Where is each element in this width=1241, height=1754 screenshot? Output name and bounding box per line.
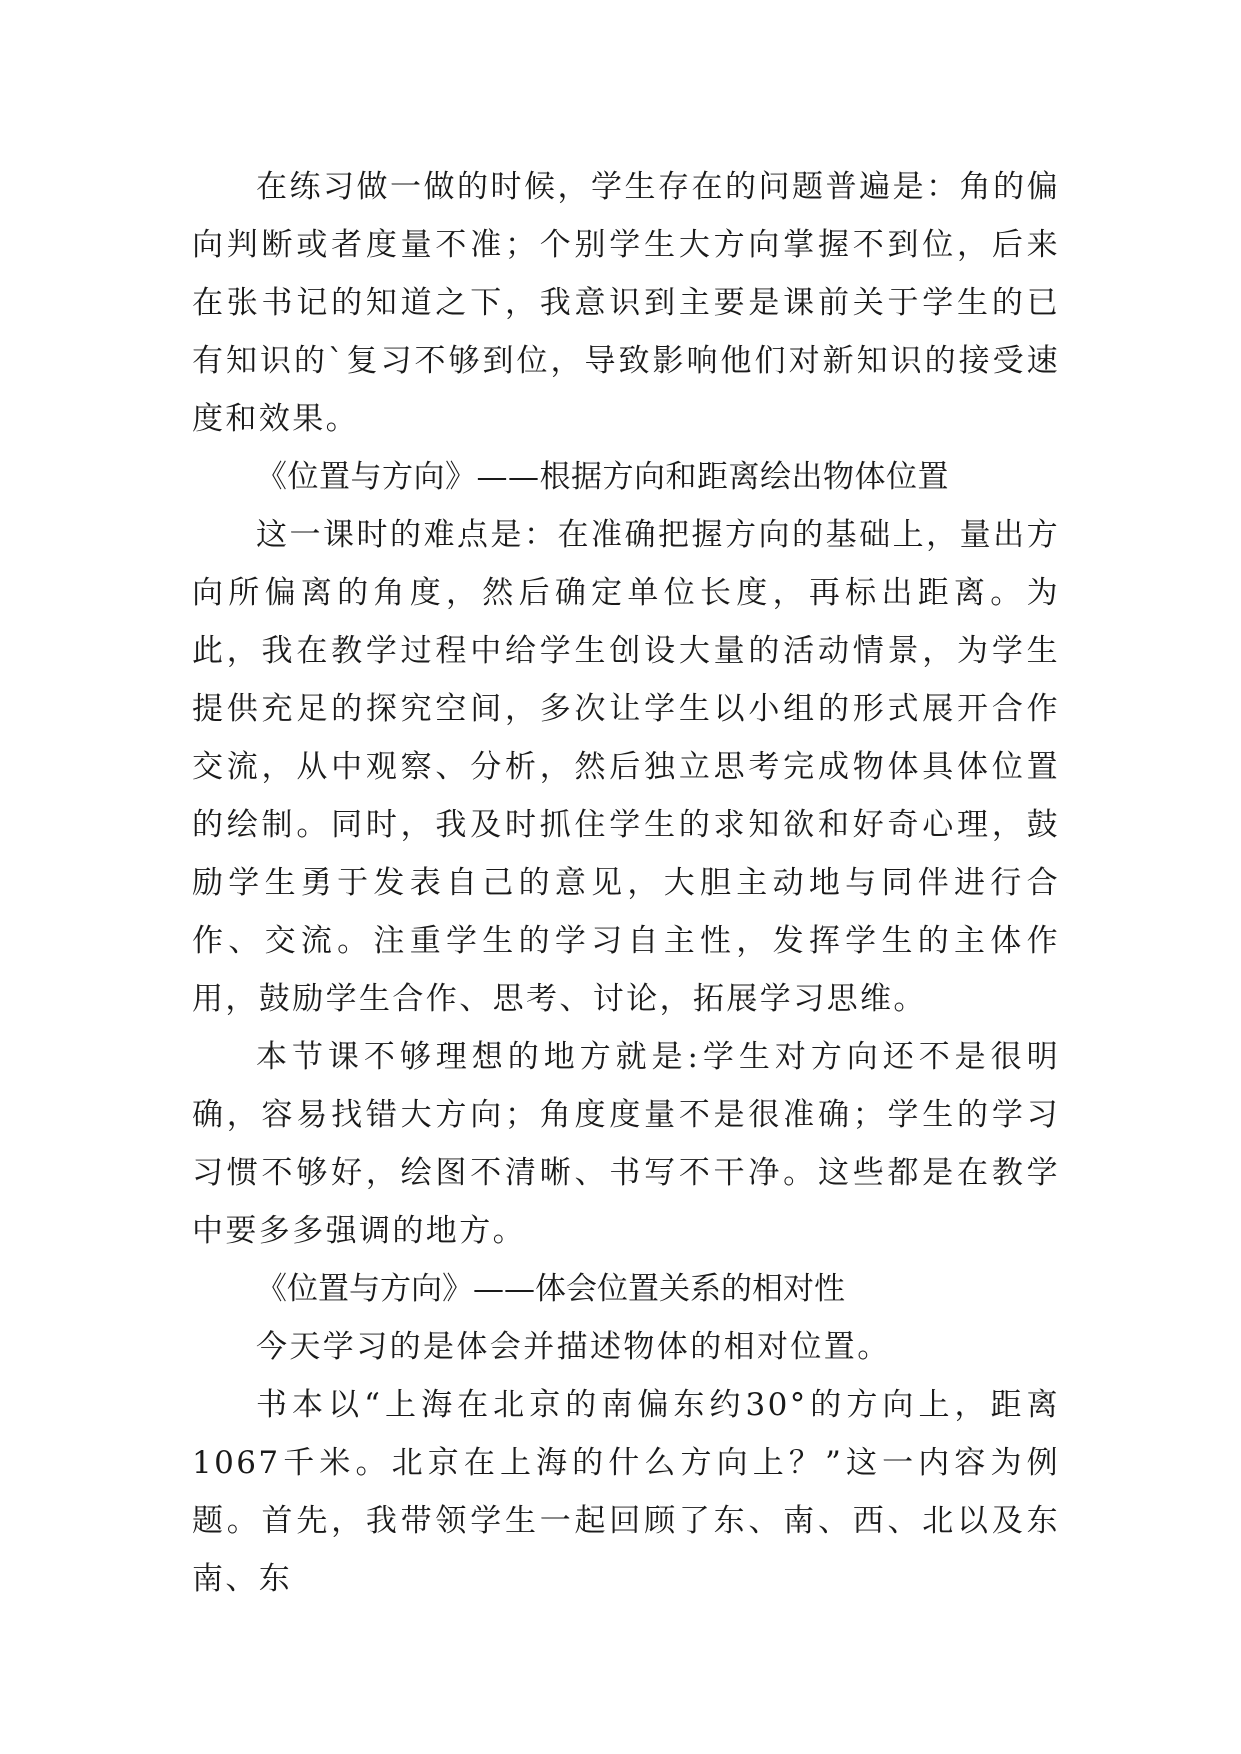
section-heading-draw-position: 《位置与方向》——根据方向和距离绘出物体位置: [256, 459, 949, 495]
paragraph-shortcomings: 本节课不够理想的地方就是:学生对方向还不是很明确，容易找错大方向；角度度量不是很准确；学生的学习习惯不够好，绘图不清晰、书写不干净。这些都是在教学中要多多强调的地方。: [192, 1039, 1060, 1249]
paragraph-lesson-difficulty: 这一课时的难点是：在准确把握方向的基础上，量出方向所偏离的角度，然后确定单位长度，再标出距离。为此，我在教学过程中给学生创设大量的活动情景，为学生提供充足的探究空间，多次让学生以小组的形式展开合作交流，从中观察、分析，然后独立思考完成物体具体位置的绘制。同时，我及时抓住学生的求知欲和好奇心理，鼓励学生勇于发表自己的意见，大胆主动地与同伴进行合作、交流。注重学生的学习自主性，发挥学生的主体作用，鼓励学生合作、思考、讨论，拓展学习思维。: [192, 517, 1060, 1017]
paragraph-textbook-example: 书本以“上海在北京的南偏东约30°的方向上，距离1067千米。北京在上海的什么方向上？”这一内容为例题。首先，我带领学生一起回顾了东、南、西、北以及东南、东: [192, 1387, 1060, 1597]
paragraph-practice-issues: 在练习做一做的时候，学生存在的问题普遍是：角的偏向判断或者度量不准；个别学生大方向掌握不到位，后来在张书记的知道之下，我意识到主要是课前关于学生的已有知识的`复习不够到位，导致影响他们对新知识的接受速度和效果。: [192, 169, 1060, 437]
section-heading-relative-position: 《位置与方向》——体会位置关系的相对性: [256, 1271, 845, 1307]
paragraph-today-topic: 今天学习的是体会并描述物体的相对位置。: [256, 1329, 891, 1365]
document-body: [192, 158, 1060, 1608]
